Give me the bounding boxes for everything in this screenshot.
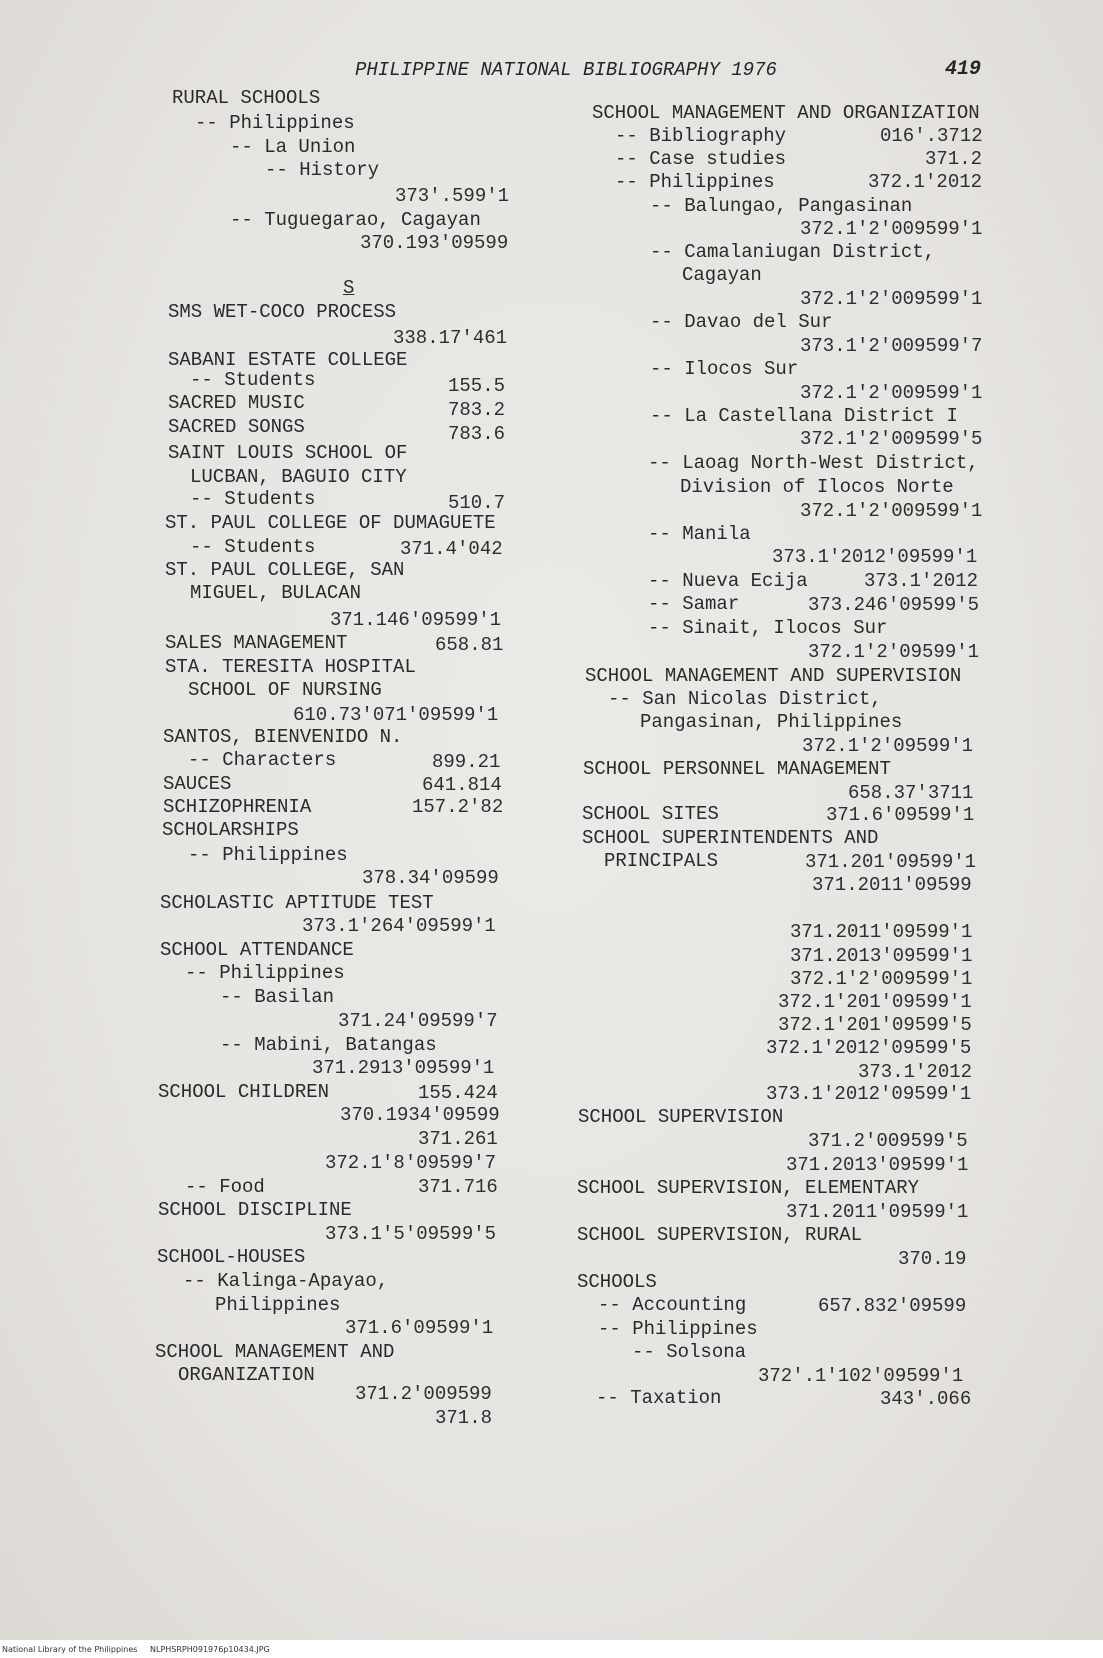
class-number: 372'.1'102'09599'1 — [758, 1365, 964, 1387]
class-number: 658.81 — [435, 634, 504, 656]
subdivision: -- La Union — [230, 136, 356, 158]
class-number: 371.2013'09599'1 — [786, 1154, 969, 1176]
subdivision: -- Case studies — [615, 148, 787, 170]
subject-heading: SAINT LOUIS SCHOOL OF — [168, 442, 408, 464]
subdivision: -- Characters — [188, 749, 337, 771]
subject-heading: SCHOOL MANAGEMENT AND SUPERVISION — [585, 665, 962, 687]
class-number: 371.2013'09599'1 — [790, 945, 973, 967]
subject-heading: SCHOOL-HOUSES — [157, 1246, 306, 1268]
class-number: 372.1'2'009599'1 — [800, 288, 983, 310]
class-number: 372.1'2'009599'1 — [800, 218, 983, 240]
class-number: 373.1'2012'09599'1 — [766, 1083, 972, 1105]
subject-heading: SCHOOL SUPERVISION — [578, 1106, 784, 1128]
subdivision: -- Sinait, Ilocos Sur — [648, 617, 888, 639]
class-number: 157.2'82 — [412, 796, 504, 818]
heading-continuation: Philippines — [215, 1294, 341, 1316]
class-number: 373.246'09599'5 — [808, 594, 980, 616]
class-number: 373.1'2012'09599'1 — [772, 546, 978, 568]
class-number: 372.1'2'009599'1 — [790, 968, 973, 990]
subdivision: -- Philippines — [615, 171, 775, 193]
subdivision: -- Food — [185, 1176, 265, 1198]
class-number: 371.6'09599'1 — [345, 1317, 494, 1339]
subject-heading: SCHOOL PERSONNEL MANAGEMENT — [583, 758, 891, 780]
class-number: 371.2011'09599'1 — [790, 921, 973, 943]
class-number: 371.8 — [435, 1407, 493, 1429]
class-number: 338.17'461 — [393, 327, 508, 349]
subdivision: -- Students — [190, 369, 316, 391]
class-number: 610.73'071'09599'1 — [293, 704, 499, 726]
subject-heading: SALES MANAGEMENT — [165, 632, 348, 654]
class-number: 373.1'2012 — [858, 1061, 973, 1083]
class-number: 658.37'3711 — [848, 782, 974, 804]
class-number: 155.5 — [448, 375, 506, 397]
heading-continuation: SCHOOL OF NURSING — [188, 679, 382, 701]
class-number: 371.2011'09599 — [812, 874, 972, 896]
heading-continuation: Pangasinan, Philippines — [640, 711, 903, 733]
class-number: 372.1'8'09599'7 — [325, 1152, 497, 1174]
class-number: 016'.3712 — [880, 125, 983, 147]
class-number: 370.1934'09599 — [340, 1104, 500, 1126]
heading-continuation: ORGANIZATION — [178, 1364, 315, 1386]
class-number: 372.1'201'09599'5 — [778, 1014, 972, 1036]
subject-heading: ST. PAUL COLLEGE OF DUMAGUETE — [165, 512, 496, 534]
subdivision: -- Davao del Sur — [650, 311, 833, 333]
subject-heading: SMS WET-COCO PROCESS — [168, 301, 397, 323]
subdivision: -- Philippines — [185, 962, 345, 984]
class-number: 372.1'2'009599'1 — [800, 382, 983, 404]
class-number: 899.21 — [432, 751, 501, 773]
class-number: 372.1'2'09599'1 — [802, 735, 974, 757]
class-number: 372.1'201'09599'1 — [778, 991, 972, 1013]
subject-heading: SACRED SONGS — [168, 416, 305, 438]
class-number: 370.193'09599 — [360, 232, 509, 254]
subdivision: -- Kalinga-Apayao, — [183, 1270, 389, 1292]
subdivision: -- Students — [190, 488, 316, 510]
subject-heading: SCHOOL MANAGEMENT AND — [155, 1341, 395, 1363]
subject-heading: SCHIZOPHRENIA — [163, 796, 312, 818]
subject-heading: SABANI ESTATE COLLEGE — [168, 349, 408, 371]
subject-heading: SAUCES — [163, 773, 232, 795]
heading-continuation: Division of Ilocos Norte — [680, 476, 954, 498]
class-number: 783.6 — [448, 423, 506, 445]
class-number: 372.1'2'009599'5 — [800, 428, 983, 450]
scan-footer — [0, 1640, 1103, 1658]
subject-heading: SCHOOL SUPERVISION, ELEMENTARY — [577, 1177, 920, 1199]
class-number: 371.2'009599'5 — [808, 1130, 968, 1152]
heading-continuation: LUCBAN, BAGUIO CITY — [190, 466, 407, 488]
subdivision: -- Nueva Ecija — [648, 570, 808, 592]
class-number: 373.1'264'09599'1 — [302, 915, 496, 937]
subject-heading: SCHOOL MANAGEMENT AND ORGANIZATION — [592, 102, 980, 124]
subject-heading: SANTOS, BIENVENIDO N. — [163, 726, 403, 748]
subdivision: -- Ilocos Sur — [650, 358, 799, 380]
class-number: 371.2011'09599'1 — [786, 1201, 969, 1223]
subdivision: -- History — [265, 159, 380, 181]
subdivision: -- Accounting — [598, 1294, 747, 1316]
class-number: 371.201'09599'1 — [805, 851, 977, 873]
subdivision: -- Philippines — [598, 1318, 758, 1340]
subject-heading: SCHOOL ATTENDANCE — [160, 939, 354, 961]
class-number: 371.2913'09599'1 — [312, 1057, 495, 1079]
class-number: 657.832'09599 — [818, 1295, 967, 1317]
class-number: 372.1'2012'09599'5 — [766, 1037, 972, 1059]
subject-heading: ST. PAUL COLLEGE, SAN — [165, 559, 405, 581]
class-number: 371.261 — [418, 1128, 498, 1150]
class-number: 373.1'2012 — [864, 570, 979, 592]
class-number: 372.1'2012 — [868, 171, 983, 193]
letter-divider: S — [343, 277, 355, 299]
subject-heading: SACRED MUSIC — [168, 392, 305, 414]
scan-filename: NLPHSRPH091976p10434.JPG — [150, 1645, 270, 1654]
class-number: 371.146'09599'1 — [330, 609, 502, 631]
class-number: 371.24'09599'7 — [338, 1010, 498, 1032]
heading-continuation: Cagayan — [682, 264, 762, 286]
subject-heading: SCHOLARSHIPS — [162, 819, 299, 841]
subject-heading: RURAL SCHOOLS — [172, 87, 321, 109]
class-number: 373'.599'1 — [395, 185, 510, 207]
subject-heading: SCHOOL SUPERINTENDENTS AND — [582, 827, 879, 849]
class-number: 372.1'2'009599'1 — [800, 500, 983, 522]
page-number: 419 — [945, 58, 982, 81]
subdivision: -- Philippines — [188, 844, 348, 866]
class-number: 371.4'042 — [400, 538, 503, 560]
class-number: 373.1'2'009599'7 — [800, 335, 983, 357]
class-number: 371.2 — [925, 148, 983, 170]
subdivision: -- La Castellana District I — [650, 405, 958, 427]
subject-heading: STA. TERESITA HOSPITAL — [165, 656, 416, 678]
subject-heading: SCHOOLS — [577, 1271, 657, 1293]
class-number: 510.7 — [448, 492, 506, 514]
class-number: 378.34'09599 — [362, 867, 499, 889]
subdivision: -- Manila — [648, 523, 751, 545]
subdivision: -- Students — [190, 536, 316, 558]
heading-continuation: MIGUEL, BULACAN — [190, 582, 362, 604]
class-number: 783.2 — [448, 399, 506, 421]
class-number: 371.716 — [418, 1176, 498, 1198]
class-number: 641.814 — [422, 774, 502, 796]
class-number: 343'.066 — [880, 1388, 972, 1410]
library-credit: National Library of the Philippines — [2, 1645, 138, 1654]
class-number: 371.6'09599'1 — [826, 804, 975, 826]
subdivision: -- Taxation — [596, 1387, 722, 1409]
subdivision: -- Samar — [648, 593, 740, 615]
class-number: 373.1'5'09599'5 — [325, 1223, 497, 1245]
subdivision: -- Bibliography — [615, 125, 787, 147]
subject-heading: SCHOLASTIC APTITUDE TEST — [160, 892, 434, 914]
running-title: PHILIPPINE NATIONAL BIBLIOGRAPHY 1976 — [355, 59, 777, 81]
subject-heading: SCHOOL SITES — [582, 803, 719, 825]
class-number: 372.1'2'09599'1 — [808, 641, 980, 663]
subdivision: -- Tuguegarao, Cagayan — [230, 209, 481, 231]
subdivision: -- Philippines — [195, 112, 355, 134]
class-number: 155.424 — [418, 1082, 498, 1104]
subject-heading: SCHOOL CHILDREN — [158, 1081, 330, 1103]
heading-continuation: PRINCIPALS — [604, 850, 719, 872]
subject-heading: SCHOOL DISCIPLINE — [158, 1199, 352, 1221]
subject-heading: SCHOOL SUPERVISION, RURAL — [577, 1224, 863, 1246]
subdivision: -- Solsona — [632, 1341, 747, 1363]
class-number: 371.2'009599 — [355, 1383, 492, 1405]
subdivision: -- San Nicolas District, — [608, 688, 882, 710]
subdivision: -- Camalaniugan District, — [650, 241, 936, 263]
subdivision: -- Basilan — [220, 986, 335, 1008]
subdivision: -- Laoag North-West District, — [648, 452, 979, 474]
subdivision: -- Mabini, Batangas — [220, 1034, 437, 1056]
class-number: 370.19 — [898, 1248, 967, 1270]
subdivision: -- Balungao, Pangasinan — [650, 195, 913, 217]
